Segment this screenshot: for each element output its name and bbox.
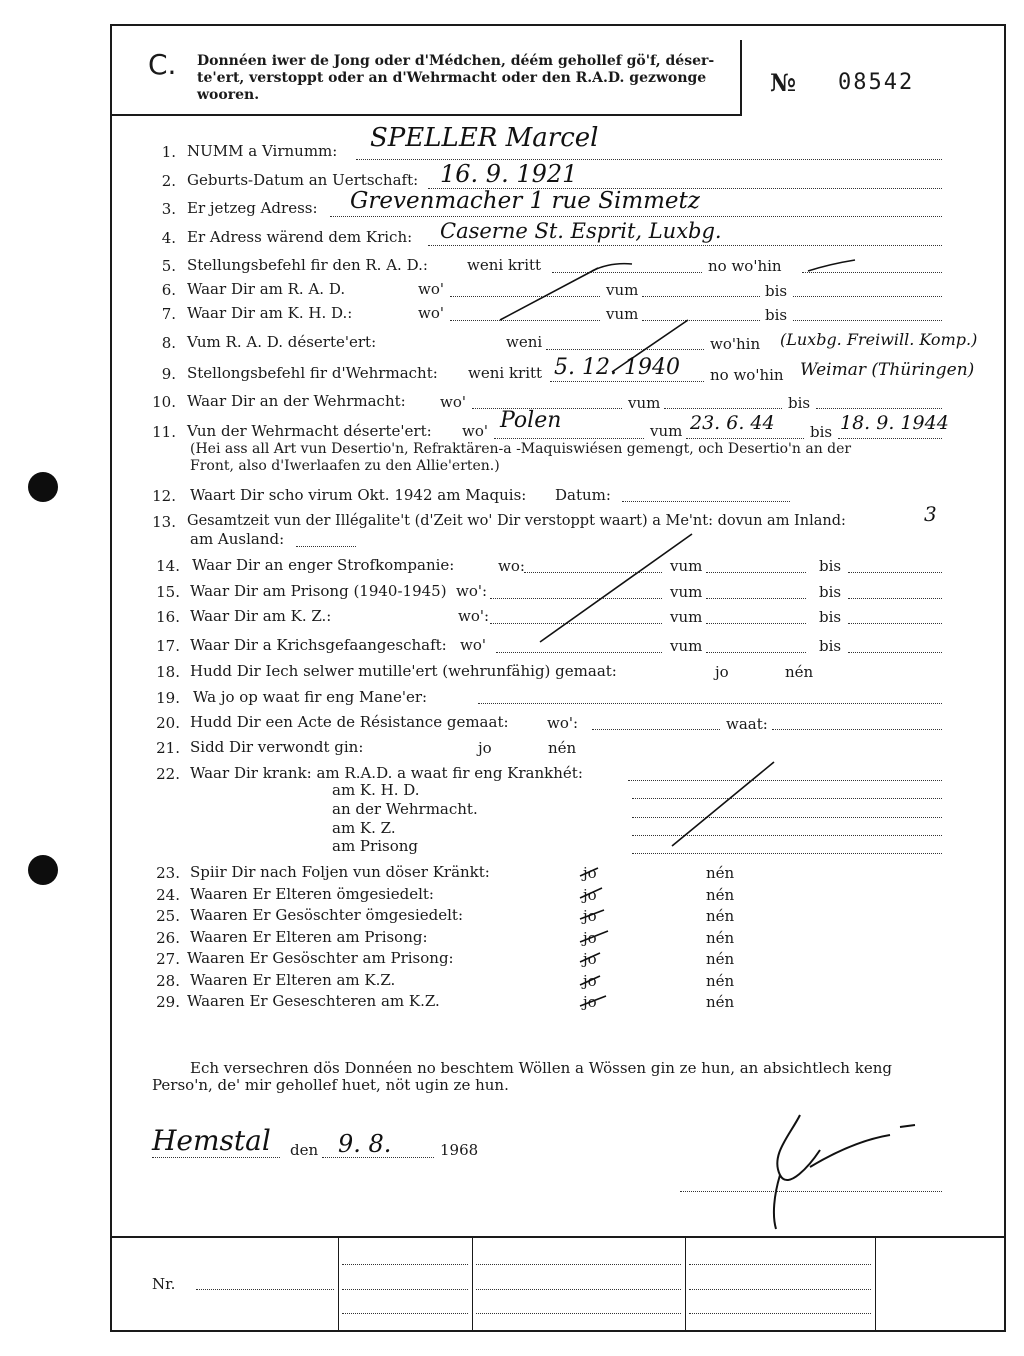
field-line — [476, 1312, 681, 1314]
field-label: vum — [670, 557, 703, 575]
row-number: 20. — [156, 714, 180, 732]
header-title: Donnéen iwer de Jong oder d'Médchen, déém gehollef gö'f, déser- te'ert, verstoppt oder an d'Wehrmacht oder den R.A.D. gezwonge wooren. — [197, 53, 715, 103]
field-label: vum — [670, 583, 703, 601]
field-label: weni — [506, 333, 543, 351]
field-line — [689, 1288, 871, 1290]
option-no: nén — [706, 993, 735, 1011]
option-yes: jo — [583, 886, 597, 904]
date-label: den — [290, 1141, 319, 1159]
row-label: Waar Dir am K. H. D.: — [187, 304, 353, 322]
handwritten-address: Grevenmacher 1 rue Simmetz — [350, 188, 700, 214]
cancel-stroke — [580, 996, 606, 1006]
field-label: no wo'hin — [708, 257, 782, 275]
field-label: vum — [670, 608, 703, 626]
cancel-stroke — [580, 868, 598, 876]
row-number: 19. — [156, 689, 180, 707]
option-no: nén — [706, 972, 735, 990]
row-number: 18. — [156, 663, 180, 681]
field-label: wo': — [458, 607, 490, 625]
field-label: bis — [788, 394, 811, 412]
option-yes: jo — [583, 907, 597, 925]
row-label: Hudd Dir een Acte de Résistance gemaat: — [190, 713, 509, 731]
row-number: 3. — [161, 200, 176, 218]
number-sign: № — [770, 68, 797, 97]
handwritten-war-address: Caserne St. Esprit, Luxbg. — [440, 219, 722, 243]
cancel-stroke — [540, 534, 692, 642]
form-number: 08542 — [838, 70, 915, 95]
row-number: 4. — [161, 229, 176, 247]
field-label: wo'hin — [710, 335, 761, 353]
signature-line — [680, 1190, 942, 1192]
row-label: Sidd Dir verwondt gin: — [190, 738, 364, 756]
option-no: nén — [785, 663, 814, 681]
handwritten-months: 3 — [924, 502, 937, 526]
handwritten-order-destination: Weimar (Thüringen) — [800, 360, 975, 380]
cancel-stroke — [592, 264, 632, 271]
field-line — [342, 1312, 468, 1314]
row-number: 28. — [156, 972, 180, 990]
row-label: Stellongsbefehl fir d'Wehrmacht: — [187, 364, 438, 382]
handwritten-order-date: 5. 12. 1940 — [554, 355, 680, 380]
row-number: 6. — [161, 281, 176, 299]
handwritten-name: SPELLER Marcel — [370, 123, 599, 153]
row-number: 13. — [152, 513, 176, 531]
field-label: vum — [650, 422, 683, 440]
cancel-stroke — [580, 888, 602, 898]
row-label: Waaren Er Elteren am Prisong: — [190, 928, 428, 946]
row-number: 21. — [156, 739, 180, 757]
row-label-war-address: Er Adress wärend dem Krich: — [187, 228, 413, 246]
row-number: 24. — [156, 886, 180, 904]
field-label: wo' — [418, 304, 444, 322]
row-label: am Ausland: — [190, 530, 285, 548]
field-label: bis — [810, 423, 833, 441]
row-number: 23. — [156, 864, 180, 882]
cancel-stroke — [580, 910, 604, 919]
field-label: wo': — [547, 714, 579, 732]
handwritten-date: 9. 8. — [338, 1130, 392, 1158]
handwritten-desert-place: Polen — [500, 408, 562, 433]
cancel-stroke — [612, 320, 688, 372]
row-label-birth: Geburts-Datum an Uertschaft: — [187, 171, 419, 189]
row-label: Gesamtzeit vun der Illégalite't (d'Zeit wo' Dir verstoppt waart) a Me'nt: dovun am Inland: — [187, 513, 846, 529]
row-number: 9. — [161, 365, 176, 383]
field-line — [152, 1156, 280, 1158]
field-line — [342, 1263, 468, 1265]
row-number: 15. — [156, 583, 180, 601]
field-label: wo' — [460, 636, 486, 654]
signature — [750, 1095, 930, 1235]
field-label: bis — [819, 637, 842, 655]
row-number: 14. — [156, 557, 180, 575]
field-label: wo' — [440, 393, 466, 411]
field-label: waat: — [726, 715, 768, 733]
option-no: nén — [706, 864, 735, 882]
illness-sub: am K. Z. — [332, 819, 396, 837]
field-label: wo': — [456, 582, 488, 600]
row-label: Spiir Dir nach Foljen vun döser Kränkt: — [190, 863, 490, 881]
row-label-name: NUMM a Virnumm: — [187, 142, 338, 160]
year-label: 1968 — [440, 1141, 479, 1159]
option-yes: jo — [583, 864, 597, 882]
footer-col — [472, 1238, 473, 1330]
illness-sub: an der Wehrmacht. — [332, 800, 478, 818]
handwritten-deserted-to: (Luxbg. Freiwill. Komp.) — [780, 330, 978, 349]
handwritten-desert-from: 23. 6. 44 — [690, 412, 775, 434]
row-label: Waar Dir krank: am R.A.D. a waat fir eng Krankhét: — [190, 764, 583, 782]
handwritten-desert-until: 18. 9. 1944 — [840, 412, 949, 434]
option-yes: jo — [583, 972, 597, 990]
option-yes: jo — [583, 950, 597, 968]
row-number: 5. — [161, 257, 176, 275]
row-number: 29. — [156, 993, 180, 1011]
row-number: 17. — [156, 637, 180, 655]
section-letter: C. — [148, 48, 177, 81]
footer-col — [338, 1238, 339, 1330]
row-note: Front, also d'Iwerlaafen zu den Allie'erten.) — [190, 458, 500, 474]
option-yes: jo — [478, 739, 492, 757]
row-number: 8. — [161, 334, 176, 352]
field-line — [476, 1288, 681, 1290]
field-line — [196, 1288, 334, 1290]
row-label: Waar Dir am R. A. D. — [187, 280, 346, 298]
signature-stroke — [774, 1115, 915, 1229]
row-label: Waaren Er Elteren ömgesiedelt: — [190, 885, 434, 903]
cancel-stroke — [580, 931, 608, 942]
row-number: 10. — [152, 393, 176, 411]
row-label: Waar Dir an enger Strofkompanie: — [192, 556, 455, 574]
field-line — [689, 1263, 871, 1265]
option-no: nén — [706, 886, 735, 904]
field-label: wo' — [462, 422, 488, 440]
option-no: nén — [706, 950, 735, 968]
row-number: 26. — [156, 929, 180, 947]
field-label: vum — [606, 281, 639, 299]
row-label: Waaren Er Elteren am K.Z. — [190, 971, 396, 989]
field-label: vum — [628, 394, 661, 412]
option-no: nén — [706, 929, 735, 947]
illness-sub: am K. H. D. — [332, 781, 420, 799]
cancel-stroke — [580, 953, 600, 962]
row-label: Waar Dir am K. Z.: — [190, 607, 332, 625]
row-label: Waar Dir a Krichsgefaangeschaft: — [190, 636, 447, 654]
row-label: Waaren Er Gesöschter ömgesiedelt: — [190, 906, 464, 924]
field-label: bis — [819, 608, 842, 626]
row-number: 22. — [156, 765, 180, 783]
handwritten-birth: 16. 9. 1921 — [440, 160, 578, 188]
field-label: Datum: — [555, 486, 611, 504]
field-label: bis — [819, 583, 842, 601]
field-label: no wo'hin — [710, 366, 784, 384]
declaration-line: Perso'n, de' mir gehollef huet, nöt ugin ze hun. — [152, 1076, 509, 1094]
option-yes: jo — [583, 993, 597, 1011]
row-label: Vun der Wehrmacht déserte'ert: — [187, 422, 432, 440]
row-label: Waart Dir scho virum Okt. 1942 am Maquis: — [190, 486, 527, 504]
row-label: Vum R. A. D. déserte'ert: — [187, 333, 377, 351]
field-line — [689, 1312, 871, 1314]
field-label: vum — [606, 305, 639, 323]
cancel-stroke — [500, 268, 598, 320]
option-yes: jo — [715, 663, 729, 681]
row-number: 27. — [156, 950, 180, 968]
handwritten-place: Hemstal — [152, 1124, 271, 1157]
row-label-address: Er jetzeg Adress: — [187, 199, 318, 217]
row-note: (Hei ass all Art vun Desertio'n, Refraktären-a -Maquiswiésen gemengt, och Desertio'n an der — [190, 441, 852, 457]
field-label: wo: — [498, 557, 525, 575]
cancel-stroke — [808, 260, 855, 271]
row-number: 11. — [152, 423, 176, 441]
option-no: nén — [548, 739, 577, 757]
row-label: Waaren Er Geseschteren am K.Z. — [187, 992, 440, 1010]
cancel-stroke — [672, 762, 774, 846]
field-label: bis — [765, 306, 788, 324]
row-label: Hudd Dir Iech selwer mutille'ert (wehrunfähig) gemaat: — [190, 662, 617, 680]
footer-col — [875, 1238, 876, 1330]
field-label: vum — [670, 637, 703, 655]
row-number: 7. — [161, 305, 176, 323]
field-label: wo' — [418, 280, 444, 298]
option-no: nén — [706, 907, 735, 925]
footer-rule — [110, 1236, 1006, 1238]
row-number: 12. — [152, 487, 176, 505]
illness-sub: am Prisong — [332, 837, 418, 855]
field-line — [342, 1288, 468, 1290]
cancel-stroke — [580, 976, 600, 985]
footer-nr-label: Nr. — [152, 1275, 176, 1293]
row-label: Waar Dir an der Wehrmacht: — [187, 392, 406, 410]
row-label: Stellungsbefehl fir den R. A. D.: — [187, 256, 428, 274]
field-line — [476, 1263, 681, 1265]
row-number: 25. — [156, 907, 180, 925]
field-label: bis — [765, 282, 788, 300]
row-label: Waar Dir am Prisong (1940-1945) — [190, 582, 447, 600]
field-label: weni kritt — [468, 364, 543, 382]
declaration-line: Ech versechren dös Donnéen no beschtem Wöllen a Wössen gin ze hun, an absichtlech keng — [190, 1059, 892, 1077]
row-number: 1. — [161, 143, 176, 161]
footer-col — [685, 1238, 686, 1330]
row-number: 2. — [161, 172, 176, 190]
row-label: Wa jo op waat fir eng Mane'er: — [193, 688, 428, 706]
field-label: weni kritt — [467, 256, 542, 274]
field-label: bis — [819, 557, 842, 575]
row-number: 16. — [156, 608, 180, 626]
row-label: Waaren Er Gesöschter am Prisong: — [187, 949, 454, 967]
option-yes: jo — [583, 929, 597, 947]
